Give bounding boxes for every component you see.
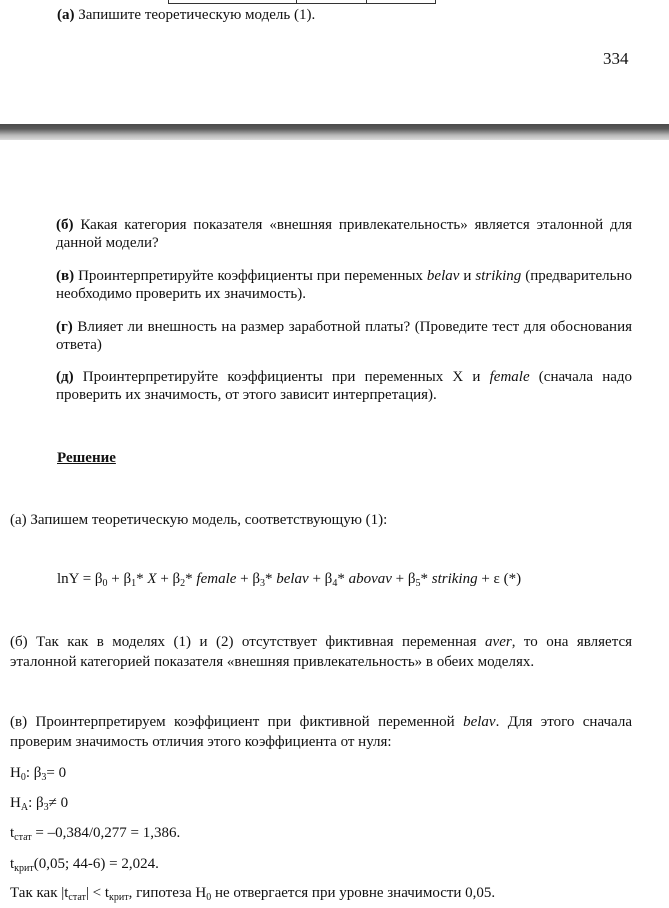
question-e: (д) Проинтерпретируйте коэффициенты при переменных X и female (сначала надо проверить их значимость, от этого зависит интерпретация).: [56, 369, 633, 403]
question-c: (в) Проинтерпретируйте коэффициенты при переменных belav и striking (предварительно необходимо проверить их значимость).: [56, 268, 632, 302]
model-formula: $\ln Y = \beta_0 + \beta_1*$ $X + \beta_2*$ female + $\beta_3*$ belav + $\beta_4*$ abovav + $\beta_5*$ striking + ε (*): [57, 571, 522, 589]
page-break-separator: [0, 124, 669, 140]
question-a: (а) Запишите теоретическую модель (1).: [57, 7, 316, 23]
solution-heading: Решение: [57, 450, 116, 466]
solution-c: (в) Проинтерпретируем коэффициент при фиктивной переменной belav. Для этого сначала проверим значимость отличия этого коэффициента от нуля:: [10, 714, 632, 750]
hypothesis-h0: $H_0$: $\beta_3= 0$: [10, 765, 67, 783]
page-number: 334: [603, 49, 629, 68]
solution-a: (а) Запишем теоретическую модель, соответствующую (1):: [10, 512, 388, 528]
t-statistic: $t_{стат} = -0,384/0,277 = 1,386$.: [10, 825, 181, 843]
conclusion: Так как $|t_{стат}| < t_{крит}$, гипотеза $H_0$ не отвергается при уровне значимости 0,05.: [10, 885, 496, 903]
question-b: (б) Какая категория показателя «внешняя привлекательность» является эталонной для данной модели?: [56, 217, 632, 251]
hypothesis-ha: $H_A$: $\beta_3\ne 0$: [10, 795, 69, 813]
question-d: (г) Влияет ли внешность на размер заработной платы? (Проведите тест для обоснования ответа): [56, 319, 632, 353]
solution-b: (б) Так как в моделях (1) и (2) отсутствует фиктивная переменная aver, то она является эталонной категорией показателя «внешняя привлекательность» в обеих моделях.: [10, 634, 632, 670]
t-critical: $t_{крит}(0,05$; 44-6) = 2,024.: [10, 856, 159, 874]
table-border-remnant: [168, 0, 436, 4]
